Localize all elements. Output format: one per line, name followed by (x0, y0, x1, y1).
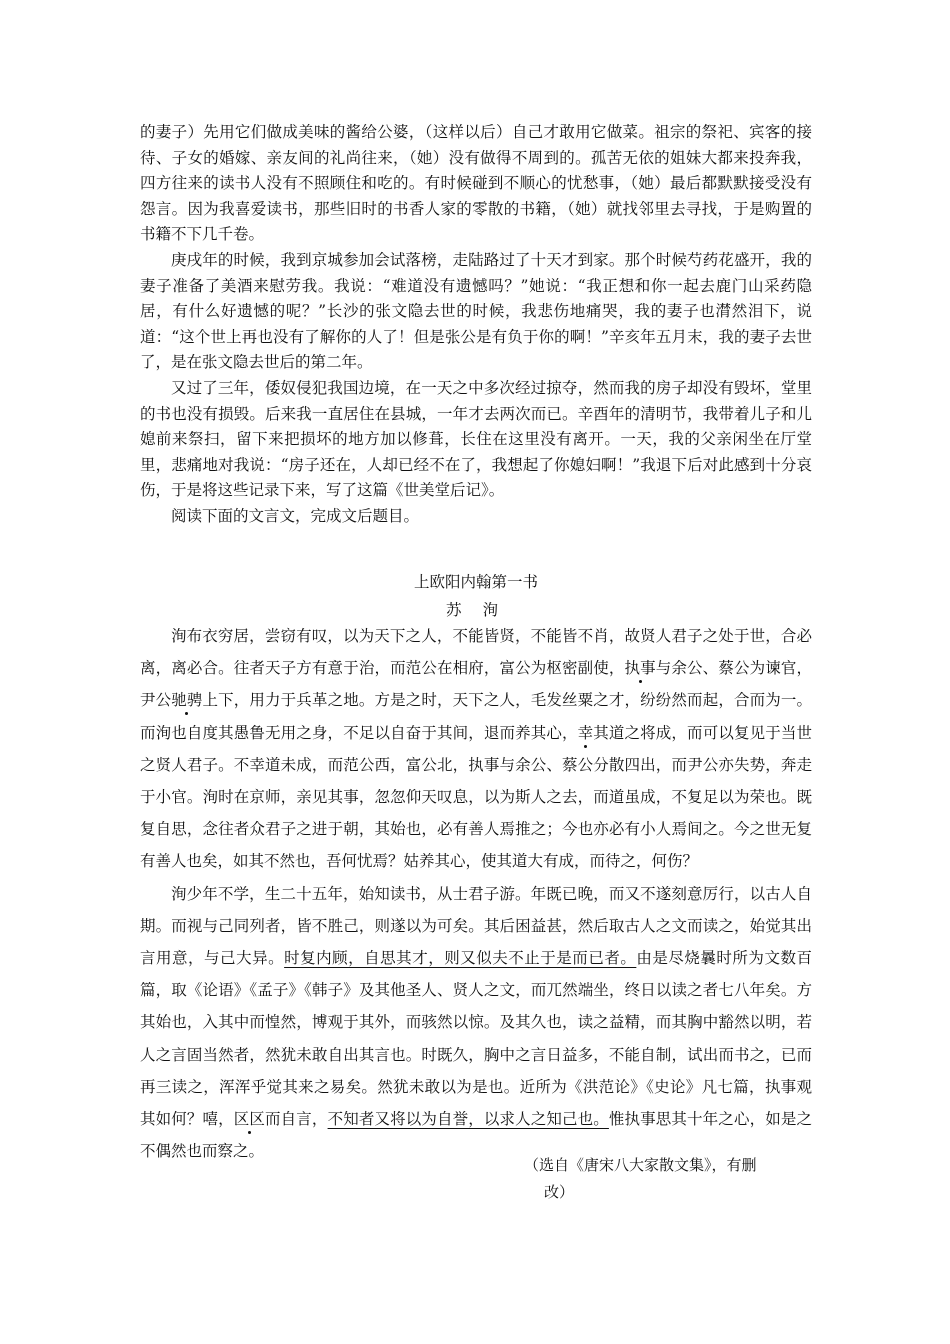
underlined-sentence-2: 不知者又将以为自誉，以求人之知己也。 (327, 1110, 609, 1129)
source-line-2: 改） (544, 1183, 575, 1201)
source-line-1: （选自《唐宋八大家散文集》，有删 (524, 1156, 757, 1174)
essay-text: 与余公、蔡公为谏官，尹公 (140, 659, 812, 710)
essay-text: 上下，用力于兵革之地。方是之时，天下之人，毛发丝粟之才，纷纷然而起，合而为一。而洵也自度其愚鲁无用之身，不足以自奋于其间，退而养其心， (140, 691, 812, 742)
essay-text: 而自言， (265, 1110, 328, 1129)
dotted-word-chicheng: 驰骋 (171, 691, 203, 710)
essay-paragraph-1 (140, 620, 812, 878)
essay-text: 其道之将成，而可以复见于当世之贤人君子。不幸道未成，而范公西，富公北，执事与余公、蔡公分散四出，而尹公亦失势，奔走于小官。洵时在京师，亲见其事，忽忽仰天叹息，以为斯人之去，而道虽成，不复足以为荣也。既复自思，念往者众君子之进于朝，其始也，必有善人焉推之；今也亦必有小人焉间之。今之世无复有善人也矣，如其不然也，吾何忧焉？姑养其心，使其道大有成，而待之，何伤？ (140, 723, 812, 871)
essay-text: 洵布衣穷居，尝窃有叹，以为天下之人，不能皆贤，不能皆不肖，故贤人君子之处于世，合必离，离必合。往者天子方有意于治，而范公在相府，富公为枢密副使， (140, 627, 812, 678)
dotted-word-xing: 幸 (577, 723, 594, 742)
translation-paragraph-2: 庚戌年的时候，我到京城参加会试落榜，走陆路过了十天才到家。那个时候芍药花盛开，我的妻子准备了美酒来慰劳我。我说：“难道没有遗憾吗？”她说：“我正想和你一起去鹿门山采药隐居，有什么好遗憾的呢？”长沙的张文隐去世的时候，我悲伤地痛哭，我的妻子也潸然泪下，说道：“这个世上再也没有了解你的人了！但是张公是有负于你的啊！”辛亥年五月末，我的妻子去世了，是在张文隐去世后的第二年。 (140, 250, 812, 372)
essay-paragraph-2 (140, 878, 812, 1168)
dotted-word-zhishi: 执事 (624, 659, 656, 678)
underlined-sentence-1: 时复内顾，自思其才，则又似夫不止于是而已者。 (284, 949, 637, 968)
essay-author: 苏 洵 (446, 601, 506, 619)
essay-title: 上欧阳内翰第一书 (413, 573, 538, 591)
essay-text: 惟执事思其十年之心，如是之不偶然也而察之。 (140, 1110, 812, 1161)
translation-passage (140, 120, 812, 530)
reading-instruction: 阅读下面的文言文，完成文后题目。 (171, 506, 420, 525)
translation-paragraph-3: 又过了三年，倭奴侵犯我国边境，在一天之中多次经过掠夺，然而我的房子却没有毁坏，堂里的书也没有损毁。后来我一直居住在县城，一年才去两次而已。辛酉年的清明节，我带着儿子和儿媳前来祭扫，留下来把损坏的地方加以修葺，长住在这里没有离开。一天，我的父亲闲坐在厅堂里，悲痛地对我说：“房子还在，人却已经不在了，我想起了你媳妇啊！”我退下后对此感到十分哀伤，于是将这些记录下来，写了这篇《世美堂后记》。 (140, 378, 812, 500)
essay-text: 洵少年不学，生二十五年，始知读书，从士君子游。年既已晚，而又不遂刻意厉行，以古人自期。而视与己同列者，皆不胜己，则遂以为可矣。其后困益甚，然后取古人之文而读之，始觉其出言用意，与己大异。 (140, 884, 812, 968)
essay-body (140, 620, 812, 1167)
translation-paragraph-1: 的妻子）先用它们做成美味的酱给公婆，（这样以后）自己才敢用它做菜。祖宗的祭祀、宾客的接待、子女的婚嫁、亲友间的礼尚往来，（她）没有做得不周到的。孤苦无依的姐妹大都来投奔我，四方往来的读书人没有不照顾住和吃的。有时候碰到不顺心的忧愁事，（她）最后都默默接受没有怨言。因为我喜爱读书，那些旧时的书香人家的零散的书籍，（她）就找邻里去寻找，于是购置的书籍不下几千卷。 (140, 123, 812, 244)
essay-text: 由是尽烧曩时所为文数百篇，取《论语》《孟子》《韩子》及其他圣人、贤人之文，而兀然端坐，终日以读之者七八年矣。方其始也，入其中而惶然，博观于其外，而骇然以惊。及其久也，读之益精，而其胸中豁然以明，若人之言固当然者，然犹未敢自出其言也。时既久，胸中之言日益多，不能自制，试出而书之，已而再三读之，浑浑乎觉其来之易矣。然犹未敢以为是也。近所为《洪范论》《史论》凡七篇，执事观其如何？嘻， (140, 949, 812, 1129)
source-note (524, 1152, 814, 1206)
dotted-word-ququ: 区区 (233, 1110, 266, 1129)
